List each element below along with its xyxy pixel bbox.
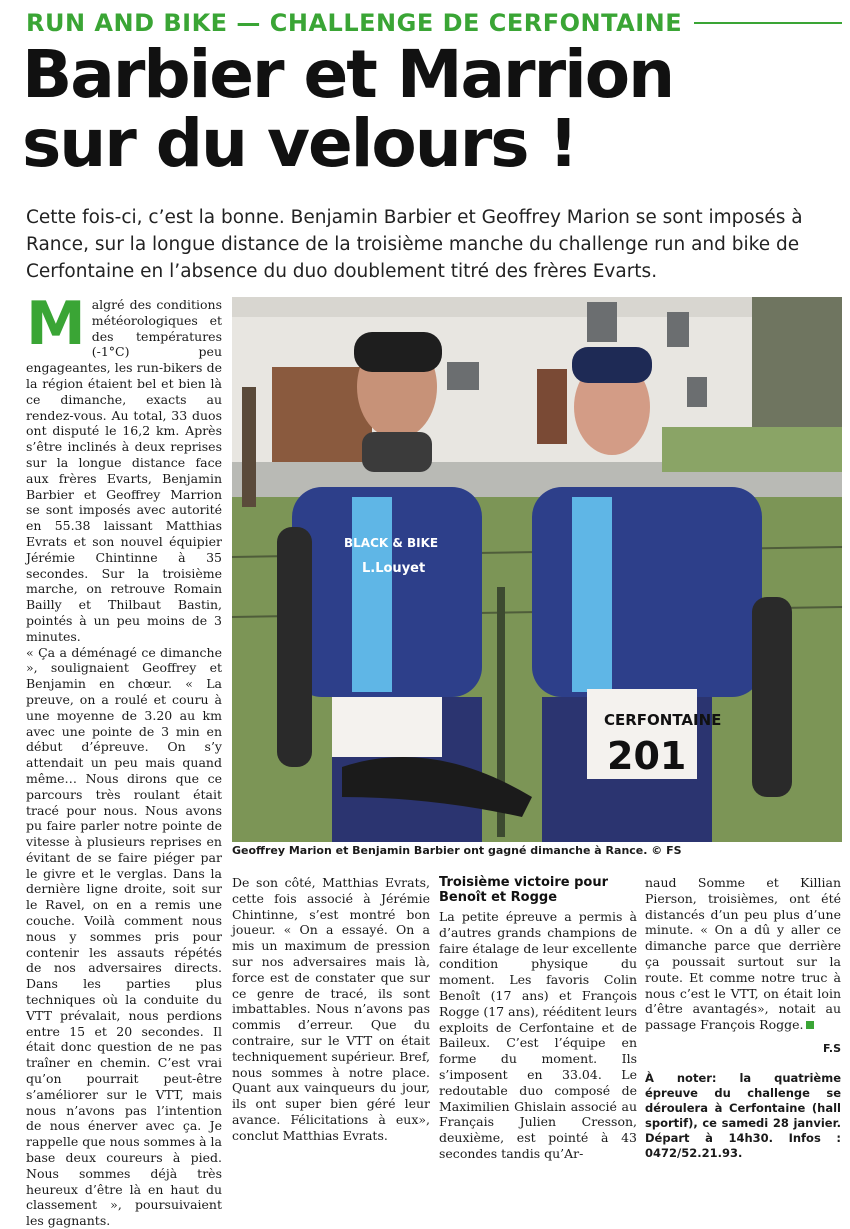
headline-line-1: Barbier et Marrion <box>22 36 674 113</box>
author-signature: F.S <box>823 1041 841 1055</box>
jersey-sponsor: L.Louyet <box>362 561 426 576</box>
bib-label: CERFONTAINE <box>604 711 722 729</box>
kicker-rule <box>694 22 842 24</box>
column1-paragraph-1: algré des conditions météorologiques et des températures (-1°C) peu engageantes, les run-bikers de la région étaient bel et bien là ce dimanche, exacts au rendez-vous. Au total, 33 duos ont disputé le 16,2 km. Après s’être inclinés à deux reprises sur la longue distance face aux frères Evarts, Benjamin Barbier et Geoffrey Marrion se sont imposés avec autorité en 55.38 laissant Matthias Evrats et son nouvel équipier Jérémie Chintinne à 35 secondes. Sur la troisième marche, on retrouve Romain Bailly et Thilbaut Bastin, pointés à un peu moins de 3 minutes. <box>26 297 222 644</box>
article-column-3 <box>439 875 637 1161</box>
article-photo <box>232 297 842 842</box>
headline-line-2: sur du velours ! <box>22 105 577 182</box>
column2-paragraph: De son côté, Matthias Evrats, cette fois associé à Jérémie Chintinne, s’est montré bon joueur. « On a essayé. On a mis un maximum de pression sur nos adversaires mais là, force est de constater que sur ce genre de tracé, ils sont imbattables. Nous n’avons pas commis d’erreur. Que du contraire, sur le VTT on était techniquement supérieur. Bref, nous sommes à notre place. Quant aux vainqueurs du jour, ils ont super bien géré leur avance. Félicitations à eux», conclut Matthias Evrats. <box>232 875 430 1143</box>
column4-text: naud Somme et Killian Pierson, troisièmes, ont été distancés d’un peu plus d’une minute. « On a dû y aller ce dimanche parce que derrière ça poussait surtout sur la route. Et comme notre truc à nous c’est le VTT, on était loin d’être avantagés», notait au passage François Rogge. <box>645 875 841 1033</box>
info-note: À noter: la quatrième épreuve du challenge se déroulera à Cerfontaine (hall sportif), ce samedi 28 janvier. Départ à 14h30. Infos : 0472/52.21.93. <box>645 1070 841 1160</box>
column4-paragraph <box>645 875 841 1033</box>
photo-illustration <box>232 297 842 842</box>
bib-number: 201 <box>607 734 687 778</box>
jersey-brand: BLACK & BIKE <box>344 536 439 550</box>
section-kicker <box>26 8 846 38</box>
lead-paragraph: Cette fois-ci, c’est la bonne. Benjamin Barbier et Geoffrey Marion se sont imposés à Rance, sur la longue distance de la troisième manche du challenge run and bike de Cerfontaine en l’absence du duo doublement titré des frères Evarts. <box>26 207 803 282</box>
kicker-text: RUN AND BIKE — CHALLENGE DE CERFONTAINE <box>26 9 683 37</box>
column3-paragraph: La petite épreuve a permis à d’autres grands champions de faire étalage de leur excellente condition physique du moment. Les favoris Colin Benoît (17 ans) et François Rogge (17 ans), rééditent leurs exploits de Cerfontaine et de Baileux. C’est l’équipe en forme du moment. Ils s’imposent en 33.04. Le redoutable duo composé de Maximilien Ghislain associé au Français Julien Cresson, deuxième, est pointé à 43 secondes tandis qu’Ar- <box>439 909 637 1161</box>
photo-caption: Geoffrey Marion et Benjamin Barbier ont gagné dimanche à Rance. © FS <box>232 844 682 857</box>
end-of-article-icon <box>806 1021 814 1029</box>
article-column-2 <box>232 875 430 1143</box>
article-column-1 <box>26 289 222 1229</box>
column1-paragraph-2: « Ça a déménagé ce dimanche », soulignaient Geoffrey et Benjamin en chœur. « La preuve, on a roulé et couru à une moyenne de 3.20 au km avec une pointe de 3 min en début d’épreuve. On s’y attendait un peu mais quand même… Nous dirons que ce parcours très roulant était tracé pour nous. Nous avons pu faire parler notre pointe de vitesse à plusieurs reprises en évitant de se faire piéger par le givre et le verglas. Dans la dernière ligne droite, soit sur le Ravel, on en a remis une couche. Voilà comment nous nous y sommes pris pour contenir les assauts répétés de nos adversaires directs. Dans les parties plus techniques où la conduite du VTT prévalait, nous perdions entre 15 et 20 secondes. Il était donc question de ne pas traîner en chemin. C’est vrai qu’on pourrait peut-être s’améliorer sur le VTT, mais nous n’avons pas l’intention de nous énerver avec ça. Je rappelle que nous sommes à la base deux coureurs à pied. Nous sommes déjà très heureux d’être là en haut du classement », poursuivaient les gagnants. <box>26 644 222 1229</box>
drop-cap: M <box>26 289 86 359</box>
section-subhead: Troisième victoire pour Benoît et Rogge <box>439 875 609 905</box>
article-column-4 <box>645 875 841 1160</box>
headline <box>22 36 674 182</box>
